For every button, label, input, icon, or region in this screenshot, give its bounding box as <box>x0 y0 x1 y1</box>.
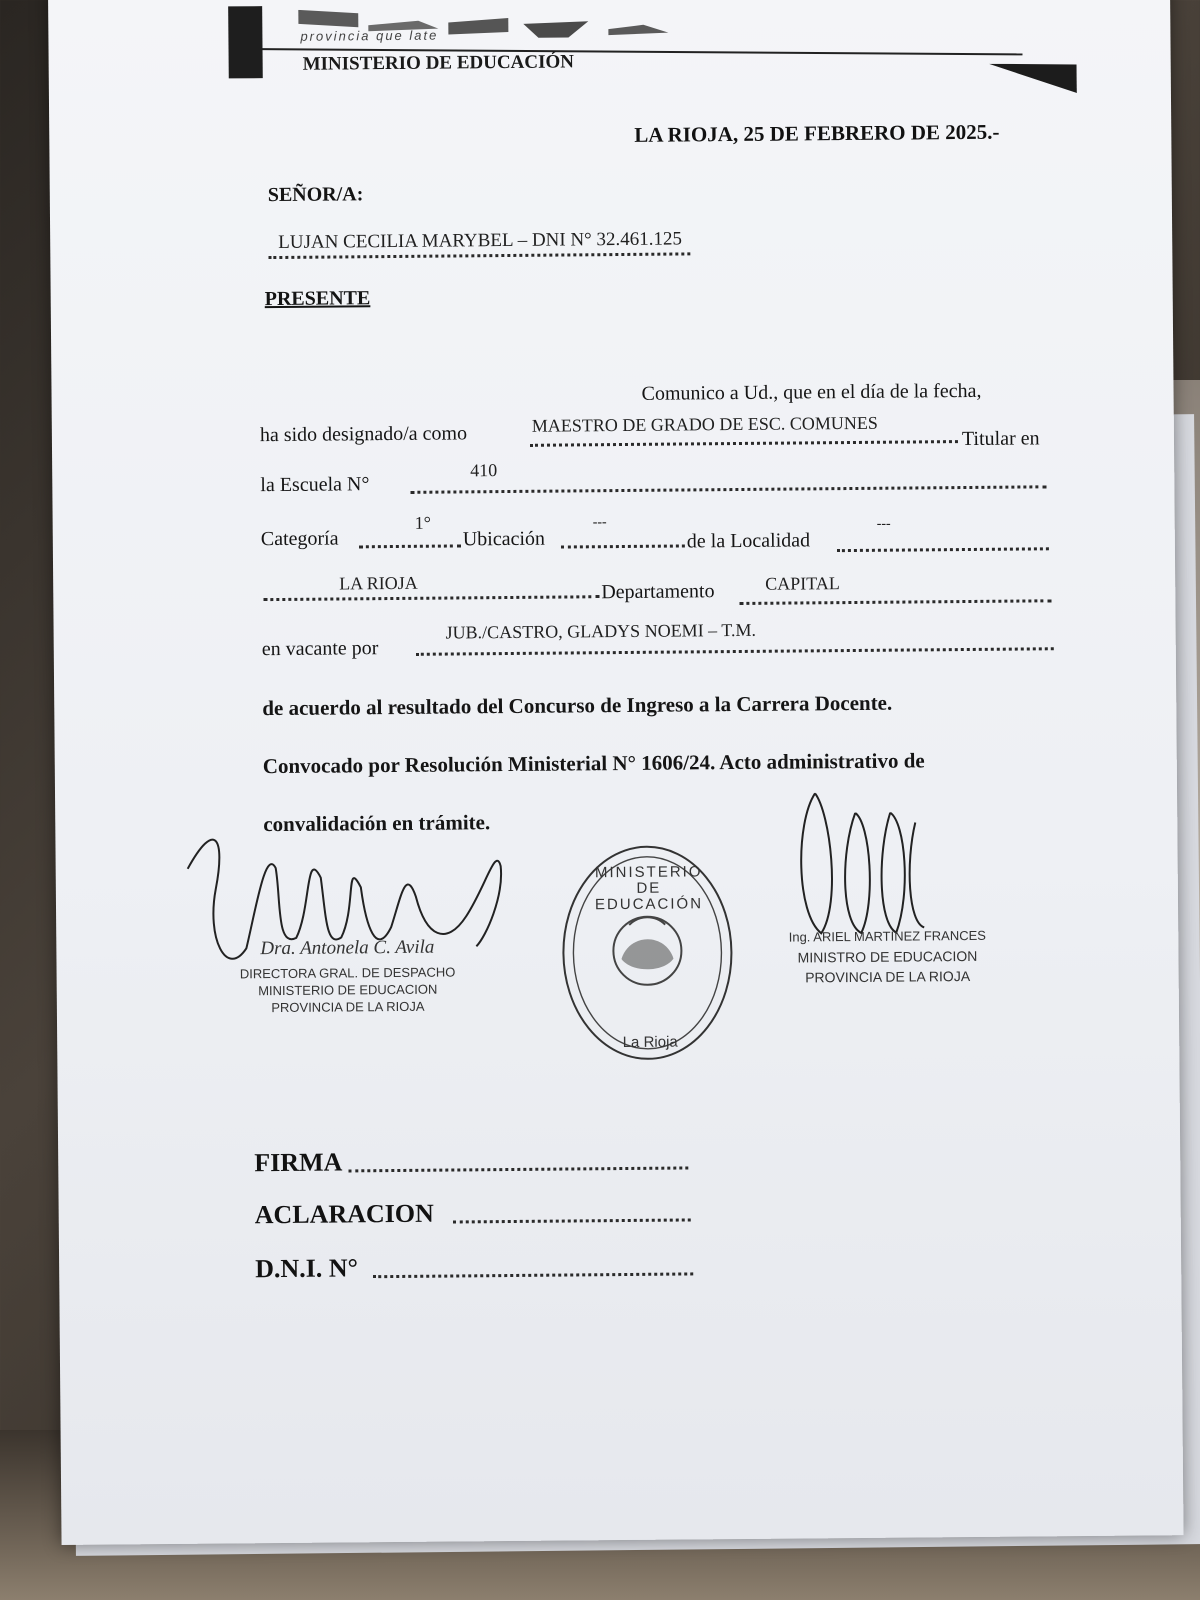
localidad-name-dotted-line <box>263 595 599 601</box>
cargo-dotted-line <box>530 440 958 447</box>
seal-bottom-text: La Rioja <box>622 1033 678 1052</box>
body-line-3: convalidación en trámite. <box>263 810 491 837</box>
recipient-label: SEÑOR/A: <box>267 183 364 207</box>
ubicacion-value: --- <box>592 515 607 531</box>
presente-heading: PRESENTE <box>264 287 371 311</box>
categoria-label: Categoría <box>260 527 339 551</box>
cargo-value: MAESTRO DE GRADO DE ESC. COMUNES <box>531 412 878 436</box>
localidad-value: LA RIOJA <box>339 572 418 594</box>
right-signer-title: MINISTRO DE EDUCACION <box>797 947 978 966</box>
logo-tagline: provincia que late <box>300 27 439 44</box>
left-signer-name: Dra. Antonela C. Avila <box>260 936 435 960</box>
firma-dotted-line <box>348 1166 688 1172</box>
right-signer-name: Ing. ARIEL MARTINEZ FRANCES <box>788 927 986 945</box>
departamento-label: Departamento <box>601 580 715 604</box>
letter-date: LA RIOJA, 25 DE FEBRERO DE 2025.- <box>634 119 1000 147</box>
escuela-label: la Escuela N° <box>260 473 370 497</box>
categoria-value: 1° <box>414 512 431 533</box>
ubicacion-label: Ubicación <box>462 527 546 551</box>
logo-black-bar <box>228 6 263 78</box>
ministry-heading: MINISTERIO DE EDUCACIÓN <box>302 51 575 75</box>
right-signature-scribble <box>785 782 936 943</box>
aclaracion-label: ACLARACION <box>254 1198 434 1230</box>
left-signer-province: PROVINCIA DE LA RIOJA <box>271 998 425 1016</box>
firma-label: FIRMA <box>254 1147 343 1178</box>
titular-text: Titular en <box>961 427 1040 451</box>
body-line-1: de acuerdo al resultado del Concurso de Ingreso a la Carrera Docente. <box>262 690 893 721</box>
vacante-value: JUB./CASTRO, GLADYS NOEMI – T.M. <box>445 619 757 643</box>
ubicacion-dotted-line <box>561 544 685 548</box>
localidad-dash-value: --- <box>876 516 891 532</box>
dni-label: D.N.I. N° <box>255 1253 359 1284</box>
vacante-label: en vacante por <box>261 637 379 661</box>
departamento-value: CAPITAL <box>765 573 840 594</box>
recipient-name: LUJAN CECILIA MARYBEL – DNI N° 32.461.125 <box>278 228 683 254</box>
escuela-value: 410 <box>470 460 498 481</box>
departamento-dotted-line <box>739 599 1051 605</box>
aclaracion-dotted-line <box>453 1218 691 1223</box>
localidad-dotted-line <box>837 547 1049 552</box>
categoria-dotted-line <box>359 544 461 548</box>
right-signer-province: PROVINCIA DE LA RIOJA <box>805 967 971 986</box>
designado-label: ha sido designado/a como <box>259 422 468 447</box>
left-signer-title: DIRECTORA GRAL. DE DESPACHO <box>239 964 456 982</box>
document-page <box>48 0 1184 1545</box>
escuela-dotted-line <box>410 485 1046 494</box>
body-line-2: Convocado por Resolución Ministerial N° 1606/24. Acto administrativo de <box>262 748 925 779</box>
localidad-label: de la Localidad <box>686 529 811 553</box>
left-signer-org: MINISTERIO DE EDUCACION <box>258 981 438 999</box>
seal-top-text: MINISTERIO DE EDUCACIÓN <box>594 863 704 914</box>
intro-text: Comunico a Ud., que en el día de la fecha, <box>641 379 982 405</box>
letterhead-corner-mark <box>989 63 1077 94</box>
vacante-dotted-line <box>416 647 1054 656</box>
dni-dotted-line <box>373 1272 693 1278</box>
